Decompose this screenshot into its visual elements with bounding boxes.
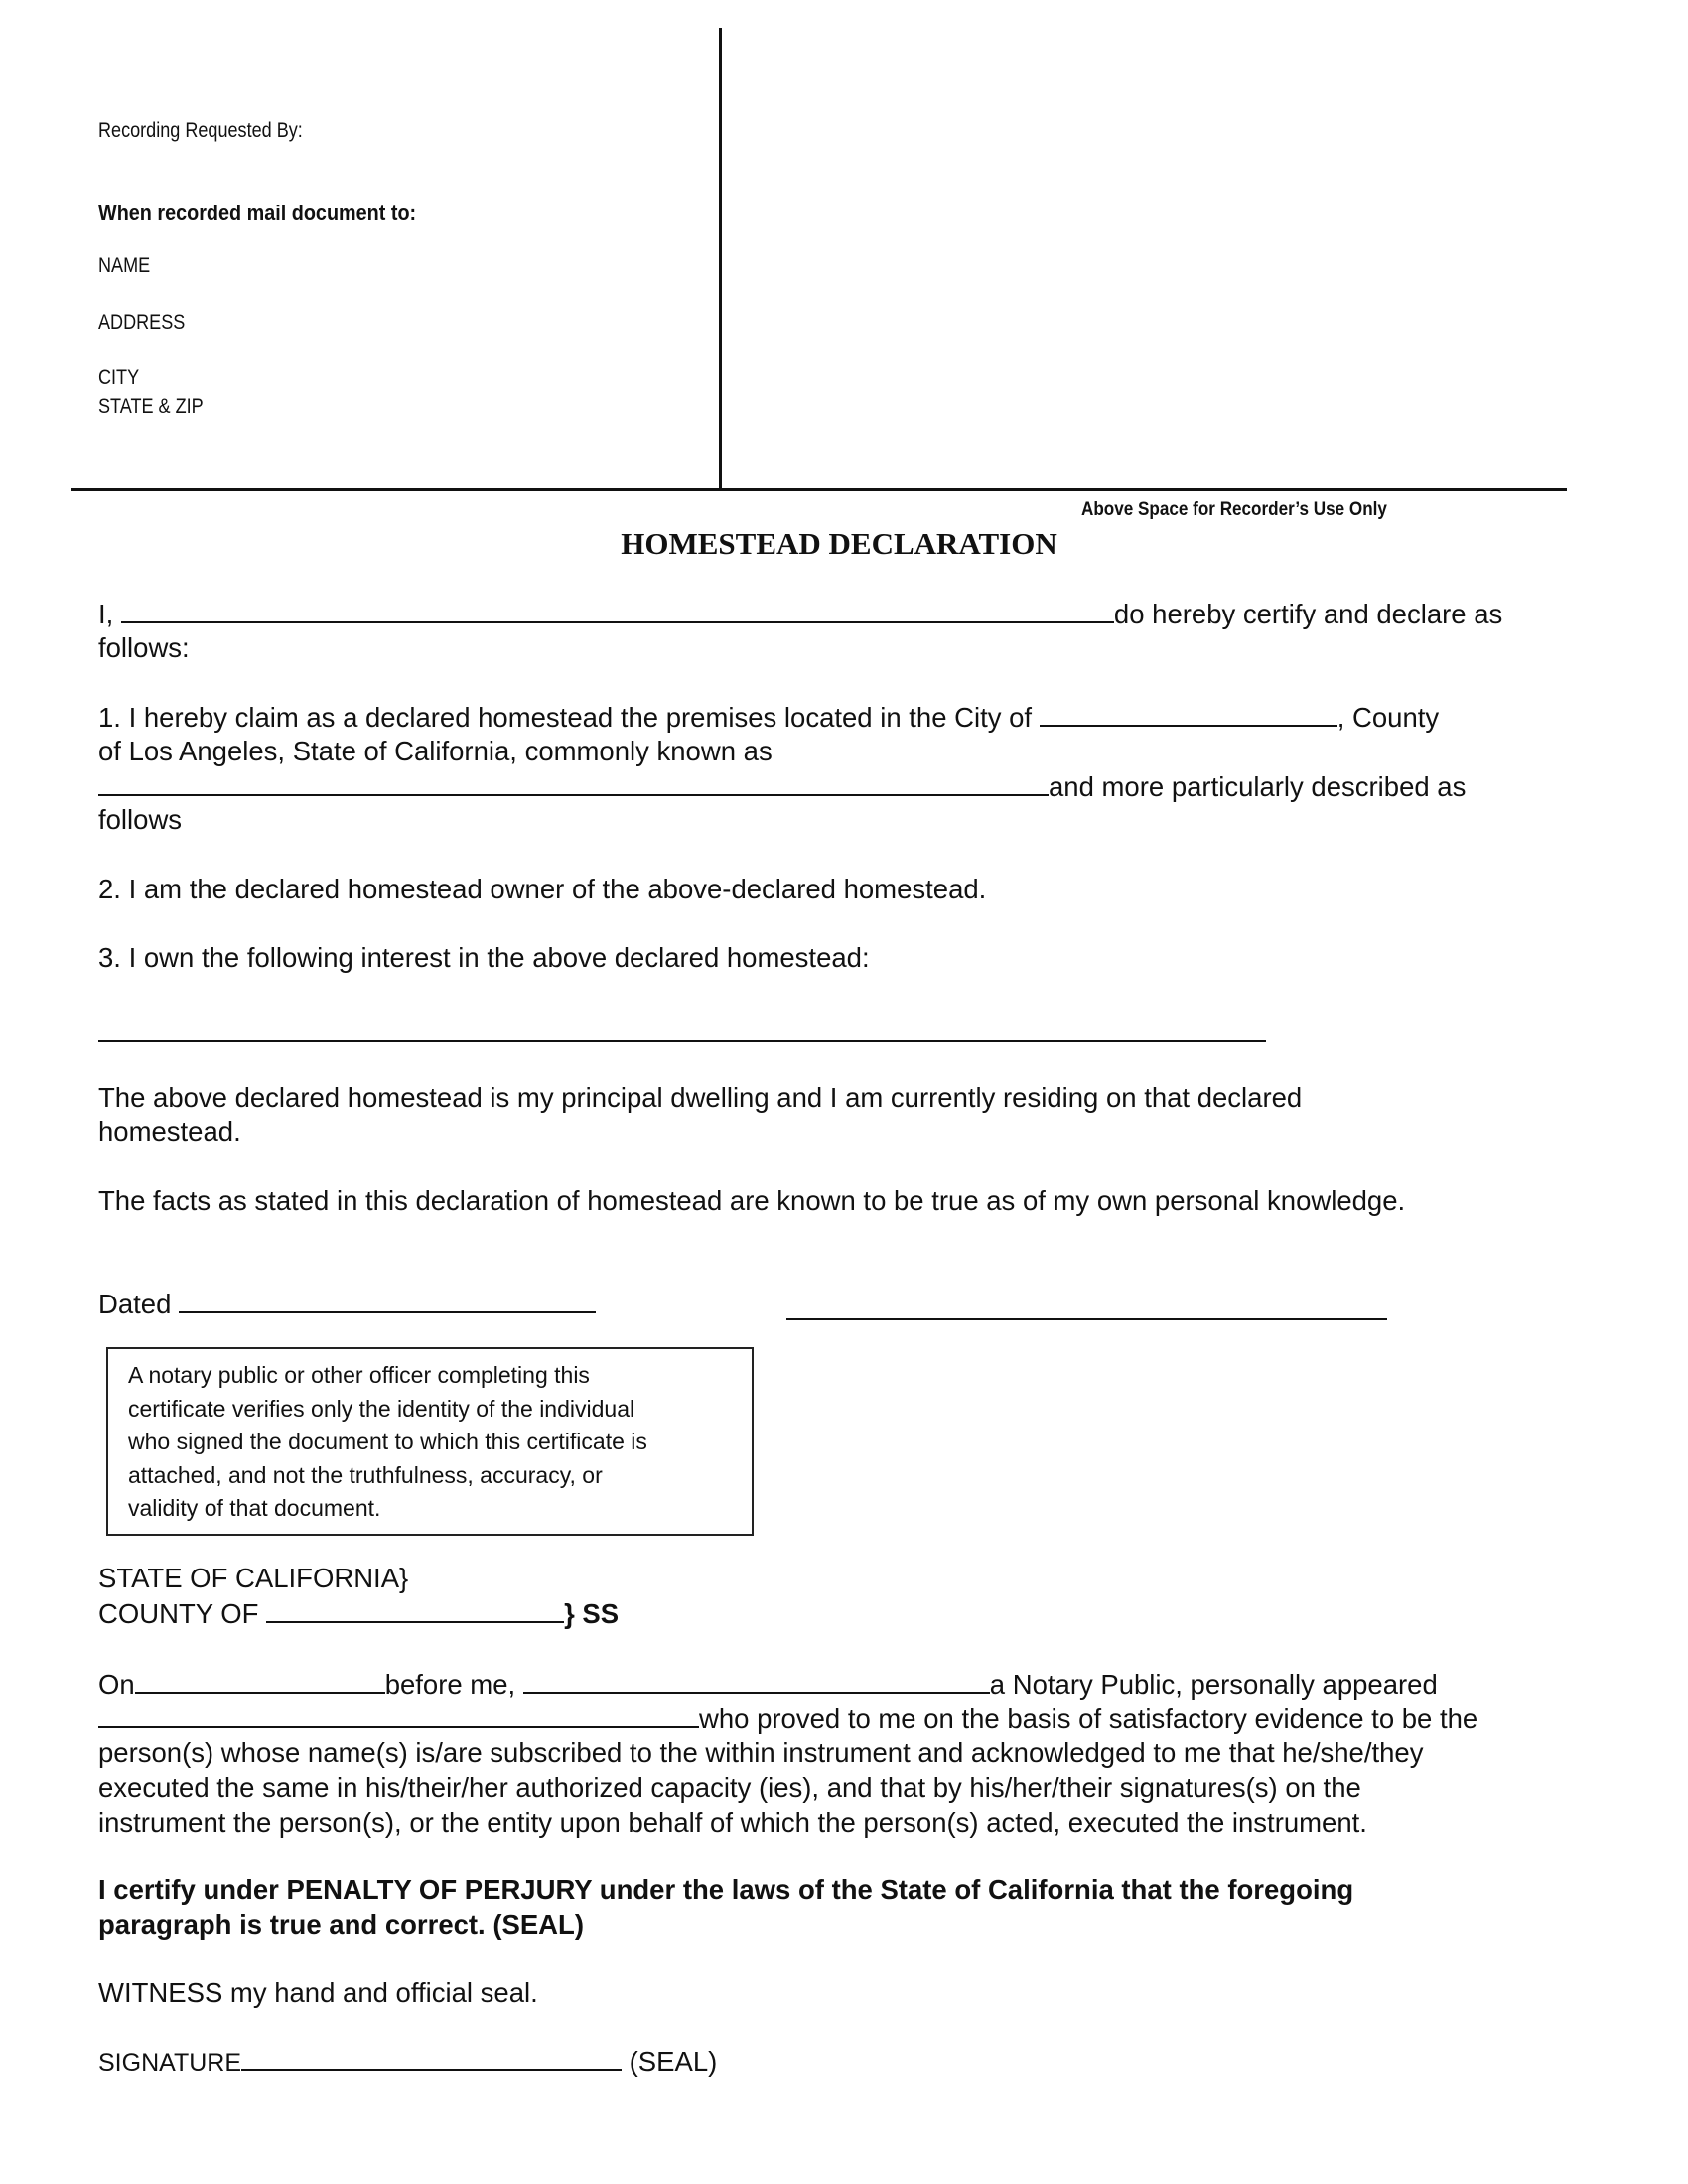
recorder-use-note: Above Space for Recorder’s Use Only [1081,499,1387,520]
appeared-line [98,1701,1477,1736]
appeared-name-blank [98,1701,699,1728]
notary-text-line: who signed the document to which this certificate is [128,1429,647,1454]
date-blank [179,1286,596,1313]
claim-line-2: of Los Angeles, State of California, commonly known as [98,736,773,766]
claim-line-1 [98,699,1439,735]
declarant-line [98,596,1502,631]
notary-disclaimer-box [106,1347,754,1536]
claim-line-4: follows [98,804,183,835]
declarant-prefix: I, [98,599,114,629]
state-label: STATE OF CALIFORNIA} [98,1563,409,1593]
recorder-divider-horizontal [71,488,1567,491]
county-text: , County [1336,702,1440,733]
interest-blank [98,1040,1266,1042]
certify-line-2: paragraph is true and correct. (SEAL) [98,1909,584,1940]
seal-label: (SEAL) [629,2046,718,2077]
address-label: ADDRESS [98,311,186,334]
declarant-suffix: do hereby certify and declare as [1113,599,1503,629]
ack-line-3: person(s) whose name(s) is/are subscribed to the within instrument and acknowledged to me that he/she/they [98,1737,1424,1768]
city-label: CITY [98,366,140,389]
dwelling-line-1: The above declared homestead is my principal dwelling and I am currently residing on that declared [98,1082,1303,1113]
notary-signature-blank [241,2043,622,2071]
declarant-name-blank [121,596,1114,623]
common-name-blank [98,768,1049,796]
mail-to-label: When recorded mail document to: [98,201,417,225]
recorder-divider-vertical [719,28,722,489]
on-date-blank [135,1666,385,1694]
county-label: COUNTY OF [98,1598,259,1629]
notary-text-line: certificate verifies only the identity of the individual [128,1395,635,1422]
signature-label: SIGNATURE [98,2049,241,2077]
before-me-label: before me, [384,1669,516,1700]
notary-text-line: A notary public or other officer completing this [128,1362,590,1388]
dwelling-line-2: homestead. [98,1116,241,1147]
ack-line-4: executed the same in his/their/her authorized capacity (ies), and that by his/her/their signatures(s) on the [98,1772,1361,1803]
notary-text-line: validity of that document. [128,1495,381,1521]
witness-text: WITNESS my hand and official seal. [98,1978,538,2008]
certify-line-1: I certify under PENALTY OF PERJURY under the laws of the State of California that the foregoing [98,1874,1354,1905]
name-label: NAME [98,254,151,277]
described-text: and more particularly described as [1049,771,1467,802]
signature-line [98,2043,717,2081]
signature-blank [786,1318,1387,1320]
facts-statement: The facts as stated in this declaration of homestead are known to be true as of my own personal knowledge. [98,1185,1406,1216]
on-label: On [98,1669,135,1700]
county-blank [266,1595,564,1623]
recording-requested-by-label: Recording Requested By: [98,119,303,142]
claim-line-3 [98,768,1466,804]
notary-text-line: attached, and not the truthfulness, accuracy, or [128,1461,603,1488]
page-title: HOMESTEAD DECLARATION [621,526,1057,561]
owner-statement: 2. I am the declared homestead owner of the above-declared homestead. [98,874,987,904]
interest-statement: 3. I own the following interest in the above declared homestead: [98,942,870,973]
dated-line [98,1286,596,1321]
claim-text: 1. I hereby claim as a declared homestead the premises located in the City of [98,702,1033,733]
notary-public-label: a Notary Public, personally appeared [989,1669,1438,1700]
who-proved-text: who proved to me on the basis of satisfactory evidence to be the [699,1704,1478,1734]
city-blank [1040,699,1337,727]
on-line [98,1666,1438,1702]
notary-name-blank [523,1666,990,1694]
state-zip-label: STATE & ZIP [98,395,204,418]
follows-text: follows: [98,632,190,663]
dated-label: Dated [98,1289,172,1319]
county-line [98,1595,619,1631]
ack-line-5: instrument the person(s), or the entity upon behalf of which the person(s) acted, executed the instrument. [98,1807,1367,1838]
ss-label: } SS [564,1598,620,1629]
